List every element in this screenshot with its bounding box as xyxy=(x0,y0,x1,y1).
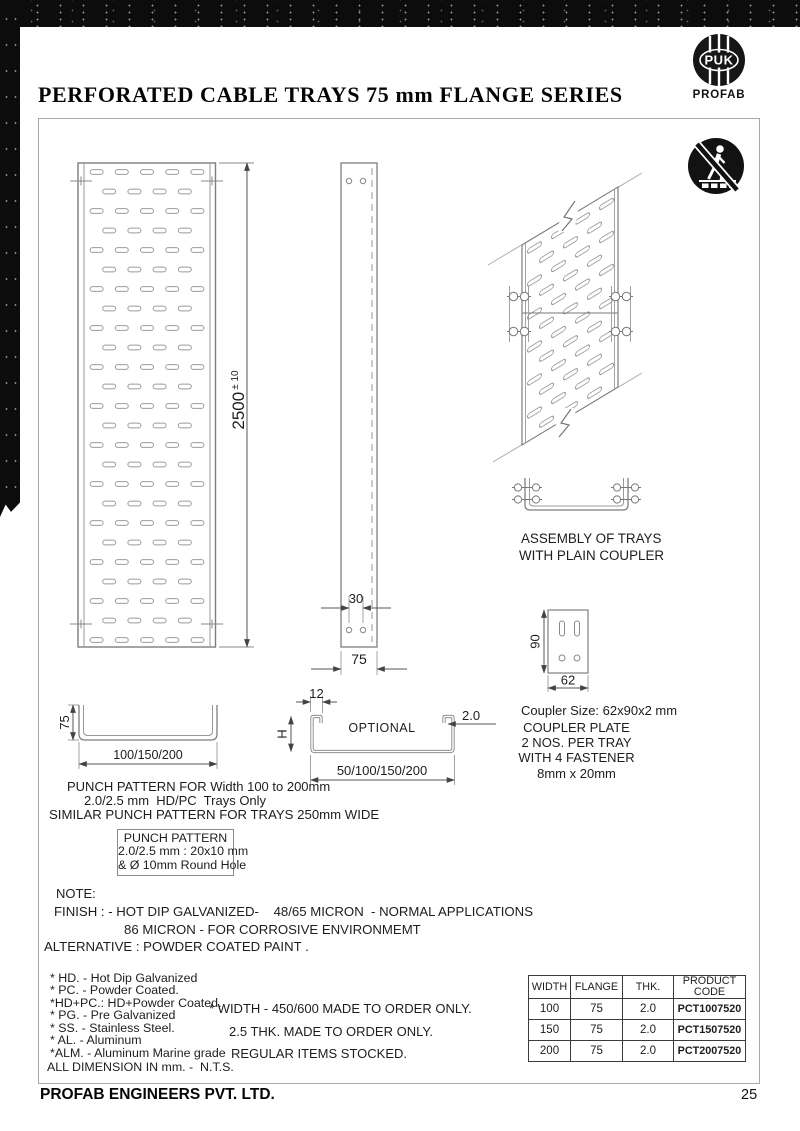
dim-lip: 12 xyxy=(309,686,324,701)
channel-cross-section xyxy=(57,705,217,769)
product-table xyxy=(528,975,746,1062)
order-note-2: 2.5 THK. MADE TO ORDER ONLY. xyxy=(229,1024,433,1039)
page-title: PERFORATED CABLE TRAYS 75 mm FLANGE SERIES xyxy=(38,82,623,107)
legend-item: *HD+PC.: HD+Powder Coated. xyxy=(50,995,222,1010)
cell-thk: 2.0 xyxy=(623,1020,674,1041)
logo-abbr: PUK xyxy=(704,52,734,68)
cell-product-code: PCT1507520 xyxy=(674,1020,746,1041)
dim-channel-widths: 100/150/200 xyxy=(113,748,183,762)
tray-top-view xyxy=(70,163,254,647)
dim-tray-length: $2500^{\pm 10}$ xyxy=(229,370,248,430)
legend-item: * SS. - Stainless Steel. xyxy=(50,1020,175,1035)
order-note-3: REGULAR ITEMS STOCKED. xyxy=(231,1046,408,1061)
dim-hole-spacing: 30 xyxy=(348,591,364,606)
punch-box-line-3: & Ø 10mm Round Hole xyxy=(118,857,247,872)
logo-name: PROFAB xyxy=(692,89,746,101)
footer-company: PROFAB ENGINEERS PVT. LTD. xyxy=(40,1086,275,1103)
dim-coupler-height: 90 xyxy=(527,634,543,649)
cell-flange: 75 xyxy=(571,999,623,1020)
tray-side-view xyxy=(311,163,407,675)
table-row xyxy=(529,1020,746,1041)
cell-thk: 2.0 xyxy=(623,999,674,1020)
coupler-note-line: COUPLER PLATE xyxy=(523,720,630,735)
dimensions-note: ALL DIMENSION IN mm. - N.T.S. xyxy=(47,1060,234,1074)
cell-width: 100 xyxy=(529,999,571,1020)
scan-artifact-left xyxy=(0,0,20,517)
dim-coupler-width: 62 xyxy=(560,672,576,688)
dim-height-h: H xyxy=(274,729,290,739)
coupler-note-line: 8mm x 20mm xyxy=(537,765,616,781)
footer-page-number: 25 xyxy=(741,1087,758,1103)
legend-item: * AL. - Aluminum xyxy=(50,1033,142,1048)
dim-thickness: 2.0 xyxy=(462,708,481,723)
cell-flange: 75 xyxy=(571,1041,623,1062)
legend-item: * PG. - Pre Galvanized xyxy=(50,1008,176,1023)
dim-optional-widths: 50/100/150/200 xyxy=(336,763,428,778)
cell-width: 150 xyxy=(529,1020,571,1041)
cell-product-code: PCT2007520 xyxy=(674,1041,746,1062)
dim-flange: 75 xyxy=(57,715,72,730)
assembly-view xyxy=(488,173,642,462)
punch-pattern-box xyxy=(117,829,249,876)
assembly-cross-section xyxy=(512,478,641,510)
cell-product-code: PCT1007520 xyxy=(674,999,746,1020)
legend-item: * PC. - Powder Coated. xyxy=(50,983,179,998)
punch-note-3: SIMILAR PUNCH PATTERN FOR TRAYS 250mm WIDE xyxy=(49,807,380,822)
col-header-product-code: PRODUCT CODE xyxy=(674,976,746,999)
punch-note-2: 2.0/2.5 mm HD/PC Trays Only xyxy=(84,793,267,808)
table-row xyxy=(529,999,746,1020)
coupler-plate-notes xyxy=(518,720,635,781)
optional-label: OPTIONAL xyxy=(348,721,416,735)
technical-drawing xyxy=(38,118,758,1082)
puk-logo xyxy=(690,32,748,90)
punch-note-1: PUNCH PATTERN FOR Width 100 to 200mm xyxy=(67,779,331,794)
finish-note-2: 86 MICRON - FOR CORROSIVE ENVIRONMEMT xyxy=(124,922,421,937)
alternative-note: ALTERNATIVE : POWDER COATED PAINT . xyxy=(44,939,309,954)
assembly-caption-2: WITH PLAIN COUPLER xyxy=(519,548,665,563)
cell-thk: 2.0 xyxy=(623,1041,674,1062)
coupler-note-line: 2 NOS. PER TRAY xyxy=(521,735,632,751)
col-header-thk: THK. xyxy=(623,976,674,999)
coupler-note-line: WITH 4 FASTENER xyxy=(518,750,635,766)
finish-note-1: FINISH : - HOT DIP GALVANIZED- 48/65 MICRON - NORMAL APPLICATIONS xyxy=(54,904,533,919)
legend-item: *ALM. - Aluminum Marine grade xyxy=(50,1045,226,1060)
col-header-width: WIDTH xyxy=(529,976,571,999)
coupler-size-note: Coupler Size: 62x90x2 mm xyxy=(521,703,678,718)
coupler-plate-detail xyxy=(528,610,589,692)
optional-channel-section xyxy=(275,686,497,785)
punch-box-line-1: PUNCH PATTERN xyxy=(123,831,228,845)
legend-item: * HD. - Hot Dip Galvanized xyxy=(50,971,198,985)
cell-flange: 75 xyxy=(571,1020,623,1041)
table-row xyxy=(529,1041,746,1062)
assembly-caption-1: ASSEMBLY OF TRAYS xyxy=(521,531,662,546)
table-header-row xyxy=(529,976,746,999)
col-header-flange: FLANGE xyxy=(571,976,623,999)
note-heading: NOTE: xyxy=(56,886,96,901)
finish-legend xyxy=(50,972,226,1059)
punch-box-line-2: 2.0/2.5 mm : 20x10 mm xyxy=(118,844,249,859)
dim-side-width: 75 xyxy=(351,651,367,667)
order-note-1: * WIDTH - 450/600 MADE TO ORDER ONLY. xyxy=(209,1001,472,1016)
scan-artifact-top xyxy=(0,0,800,27)
cell-width: 200 xyxy=(529,1041,571,1062)
